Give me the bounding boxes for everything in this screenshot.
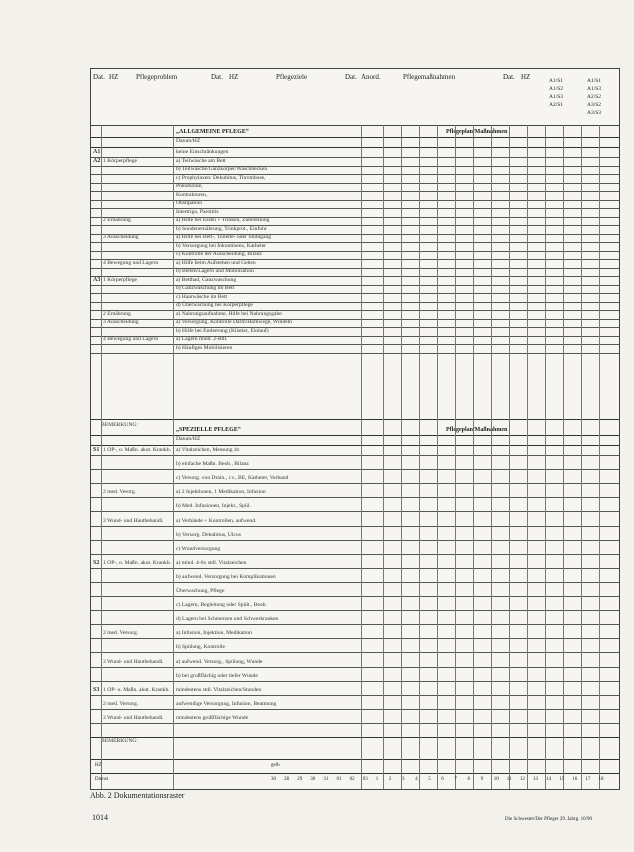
row-category: 1 OP-, o. Maßn. akut. Krankh. [103, 559, 172, 566]
footer-number: 5 [428, 777, 431, 782]
footer-dienst-label: Dienst [95, 777, 109, 782]
row-text: a) Versorgung, Kontrolle Darm/Harnwege, Windeln [176, 319, 292, 325]
code: A3/S3 [587, 110, 602, 116]
row-text: b) Versorgung bei Inkontinenz, Katheter [176, 242, 267, 249]
row-line [91, 166, 619, 167]
row-text: b) Betten/Lagern und Mobilisation [176, 268, 254, 274]
row-line [91, 225, 619, 226]
row-category: 1 OP-, o. Maßn. akut. Krankh. [103, 447, 172, 453]
row-text: d) Überwachung bei Körperpflege [176, 302, 253, 308]
row-line [91, 251, 619, 252]
row-line [91, 681, 619, 682]
row-text: c) Haarwäsche im Bett [176, 293, 228, 300]
row-line [91, 483, 619, 484]
footer-number: 28 [284, 777, 290, 782]
row-line [91, 208, 619, 209]
row-text: a) mind. 4-6x stdl. Vitalzeichen [176, 559, 247, 566]
row-line [91, 723, 619, 724]
row-line [91, 582, 619, 583]
section-special-care: „SPEZIELLE PFLEGE“ [176, 427, 241, 433]
row-line [91, 319, 619, 320]
row-line [91, 511, 619, 512]
codes-left [549, 77, 563, 109]
footer-number: 01 [336, 777, 342, 782]
row-line [91, 268, 619, 269]
grid-column [545, 125, 546, 789]
code: A3/S2 [587, 102, 602, 108]
row-text: d) Lagern bei Schmerzen und Schwerkranken [176, 616, 279, 623]
header-col-date-2: Dat. [211, 73, 223, 81]
footer-number: 16 [572, 777, 578, 782]
row-text: a) Hilfe bei Bett-, Toilette- oder Stuhlgang [176, 234, 272, 240]
row-category: 3 Wund- und Hautbehandl. [103, 517, 164, 524]
footer-number: 03 [362, 777, 368, 782]
row-text: c) Kontrolle der Ausscheidung, Bilanz [176, 251, 262, 257]
row-text: c) Wundversorgung [176, 545, 221, 552]
code: A2/S1 [549, 102, 564, 108]
footer-number: 1 [375, 777, 379, 782]
row-category: 2 Ernährung [103, 310, 131, 317]
footer-number: 6 [441, 777, 444, 782]
row-category: 2 med. Versorg. [103, 630, 139, 637]
footer-number: 8 [467, 777, 470, 782]
grid-column [173, 125, 174, 789]
row-line [91, 709, 619, 710]
row-line [91, 554, 619, 555]
section-line [91, 737, 619, 738]
date-hz-label-1: Datum/HZ [176, 138, 201, 144]
row-category: 3 Ausscheidung [103, 234, 139, 240]
grid-column [361, 125, 362, 789]
care-plan-label-2: Pflegeplan/Maßnahmen [446, 427, 508, 433]
row-text: Obstipation [176, 200, 203, 206]
code: A1/S3 [587, 86, 602, 92]
remark-label-1: BEMERKUNG: [101, 422, 138, 428]
row-text: a) Bettbad, Ganzwaschung [176, 276, 237, 283]
row-code: S1 [93, 447, 100, 453]
row-line [91, 526, 619, 527]
row-line [91, 276, 619, 277]
row-text: mindestens stdl. Vitalzeichen/Stunden [176, 686, 262, 693]
grid-column [455, 125, 456, 789]
row-text: aufwendige Versorgung, Infusion, Beatmung [176, 700, 277, 707]
row-line [91, 191, 619, 192]
header-col-hz-1: HZ [109, 73, 119, 81]
row-line [91, 652, 619, 653]
footer-page-label: gelb [271, 763, 280, 768]
footer-number: 29 [297, 777, 303, 782]
section-line [91, 773, 619, 774]
grid-column [491, 125, 492, 789]
row-text: b) Med. Infusionen, Injekt., Spül. [176, 503, 251, 510]
journal-reference: Die Schwester/Der Pfleger 29. Jahrg. 10/90 [505, 817, 592, 822]
footer-hz-label: HZ [95, 763, 102, 768]
footer-number: 10 [493, 777, 499, 782]
row-text: a) Verbände + Kontrollen, aufwend. [176, 517, 257, 524]
grid-header [91, 69, 619, 126]
footer-number: 31 [323, 777, 329, 782]
row-text: a) Nahrungsaufnahme, Hilfe bei Nahrungsgabe [176, 310, 282, 317]
header-col-hz-2: HZ [229, 73, 239, 81]
row-text: b) aufwend. Versorgung bei Komplikationen [176, 573, 276, 580]
grid-column [599, 125, 600, 789]
header-col-date-1: Dat. [93, 73, 105, 81]
row-category: 3 Ausscheidung [103, 319, 139, 325]
row-text: Kontrakturen, [176, 191, 208, 198]
row-line [91, 353, 619, 354]
row-text: Überwachung, Pflege [176, 588, 225, 594]
footer-number: 12 [519, 777, 525, 782]
footer-number: 14 [546, 777, 552, 782]
grid-column [473, 125, 474, 789]
row-text: a) Lagern mind. 2-stdl. [176, 336, 228, 342]
footer-number: 18 [598, 777, 604, 782]
row-text: c) Versorg. von Drain., i.v., BE, Katheter, Verband [176, 475, 289, 482]
footer-number: 9 [480, 777, 484, 782]
row-category: 4 Bewegung und Lagern [103, 259, 159, 266]
row-line [91, 302, 619, 303]
row-line [91, 667, 619, 668]
row-line [91, 259, 619, 260]
grid-column [383, 125, 384, 789]
grid-column [581, 125, 582, 789]
section-line [91, 759, 619, 760]
row-code: A1 [93, 149, 101, 155]
row-line [91, 610, 619, 611]
row-line [91, 455, 619, 456]
row-line [91, 293, 619, 294]
code: A1/S1 [587, 78, 602, 84]
footer-number: 2 [388, 777, 392, 782]
row-line [91, 217, 619, 218]
row-category: 1 Körperpflege [103, 276, 138, 283]
row-text: b) Spülung, Kontrolle [176, 644, 225, 651]
row-category: 1 Körperpflege [103, 157, 138, 164]
row-line [91, 638, 619, 639]
row-text: a) 2 Injektionen, 1 Medikation, Infusion [176, 489, 266, 496]
row-line [91, 242, 619, 243]
code: A2/S2 [587, 94, 602, 100]
row-text: b) bei großflächig oder tiefer Wunde [176, 672, 258, 679]
row-text: a) Vitalzeichen, Messung 4x [176, 447, 240, 453]
row-code: A2 [93, 157, 101, 164]
header-col-order: Anord. [361, 73, 381, 81]
row-line [91, 183, 619, 184]
footer-number: 17 [585, 777, 591, 782]
footer-number: 13 [533, 777, 538, 782]
footer-number: 30 [271, 777, 276, 782]
row-line [91, 695, 619, 696]
row-category: 3 Wund- und Hautbehandl. [103, 658, 164, 665]
row-line [91, 469, 619, 470]
section-line [91, 137, 619, 138]
row-text: mindestens großflächige Wunde [176, 714, 249, 721]
row-line [91, 234, 619, 235]
header-col-date-4: Dat. [503, 73, 515, 81]
row-text: b) Häufiges Mobilisieren [176, 344, 233, 351]
section-line [91, 435, 619, 436]
documentation-grid [90, 68, 620, 790]
footer-number: 11 [506, 777, 512, 782]
row-text: keine Einschränkungen [176, 149, 229, 155]
row-line [91, 568, 619, 569]
code: A1/S1 [549, 78, 564, 84]
row-line [91, 200, 619, 201]
section-line [91, 445, 619, 446]
footer-number: 7 [454, 777, 457, 782]
page-number: 1014 [92, 813, 108, 822]
row-category: 2 med. Verorg. [103, 489, 137, 496]
row-category: 3 Wund- und Hautbehandl. [103, 714, 164, 721]
row-code: A3 [93, 276, 101, 283]
row-text: Pneumonie, [176, 183, 203, 189]
row-category: 1 OP- o. Maßn. akut. Krankh. [103, 686, 170, 693]
footer-number: 15 [559, 777, 565, 782]
grid-column [437, 125, 438, 789]
row-text: a) Teilwäsche am Bett [176, 157, 226, 164]
row-line [91, 327, 619, 328]
row-text: b) Sondenernährung, Trinkprot., Einfuhr [176, 225, 267, 232]
row-category: 4 Bewegung und Lagern [103, 336, 159, 342]
grid-column [527, 125, 528, 789]
header-col-measures: Pflegemaßnahmen [403, 73, 456, 81]
header-col-problem: Pflegeproblem [136, 73, 178, 81]
row-line [91, 157, 619, 158]
row-line [91, 310, 619, 311]
row-text: b) Versorg. Dekubitus, Ulcus [176, 531, 241, 538]
row-line [91, 285, 619, 286]
row-text: a) Infusion, Injektion, Medikation [176, 630, 252, 637]
row-text: b) einfache Maßn. Beob., Bilanz [176, 461, 249, 468]
footer-number: 02 [349, 777, 355, 782]
header-col-goals: Pflegeziele [276, 73, 308, 81]
header-col-hz-4: HZ [521, 73, 531, 81]
grid-column [101, 125, 102, 789]
footer-number: 30 [310, 777, 316, 782]
row-line [91, 540, 619, 541]
row-text: a) Hilfe bei Essen + Trinken, Zubereitung [176, 217, 270, 223]
section-line [91, 147, 619, 148]
row-text: c) Lagern, Begleitung oder Spült., Beob. [176, 602, 267, 609]
footer-number: 4 [415, 777, 418, 782]
row-text: b) Teilwäsche/Ganzkörper/Waschbecken [176, 166, 268, 172]
section-general-care: „ALLGEMEINE PFLEGE“ [176, 129, 249, 135]
row-category: 2 med. Versorg. [103, 700, 139, 707]
code: A1/S3 [549, 94, 564, 100]
row-line [91, 497, 619, 498]
grid-column [419, 125, 420, 789]
code: A1/S2 [549, 86, 564, 92]
row-code: S2 [93, 559, 100, 566]
remark-label-2: BEMERKUNG: [101, 738, 138, 744]
row-text: b) Ganzwaschung im Bett [176, 285, 235, 291]
row-line [91, 624, 619, 625]
row-line [91, 336, 619, 337]
section-line [91, 419, 619, 420]
row-line [91, 344, 619, 345]
grid-column [401, 125, 402, 789]
grid-column [563, 125, 564, 789]
row-category: 2 Ernährung [103, 217, 131, 223]
row-text: b) Hilfe bei Entleerung (Klistier, Einlauf) [176, 327, 269, 334]
row-text: c) Prophylaxen: Dekubitus, Thrombose, [176, 174, 266, 181]
care-plan-label-1: Pflegeplan/Maßnahmen [446, 129, 508, 135]
codes-right [587, 77, 601, 117]
date-hz-label-2: Datum/HZ [176, 436, 201, 442]
row-text: a) aufwend. Versorg., Spülung, Wunde [176, 658, 263, 665]
header-col-date-3: Dat. [345, 73, 357, 81]
row-line [91, 174, 619, 175]
row-code: S3 [93, 686, 100, 693]
row-text: Intertrigo, Parotitis [176, 208, 219, 215]
row-text: a) Hilfe beim Aufstehen und Gehen [176, 259, 256, 266]
footer-number: 3 [402, 777, 405, 782]
figure-caption: Abb. 2 Dokumentationsraster [90, 791, 185, 800]
row-line [91, 596, 619, 597]
